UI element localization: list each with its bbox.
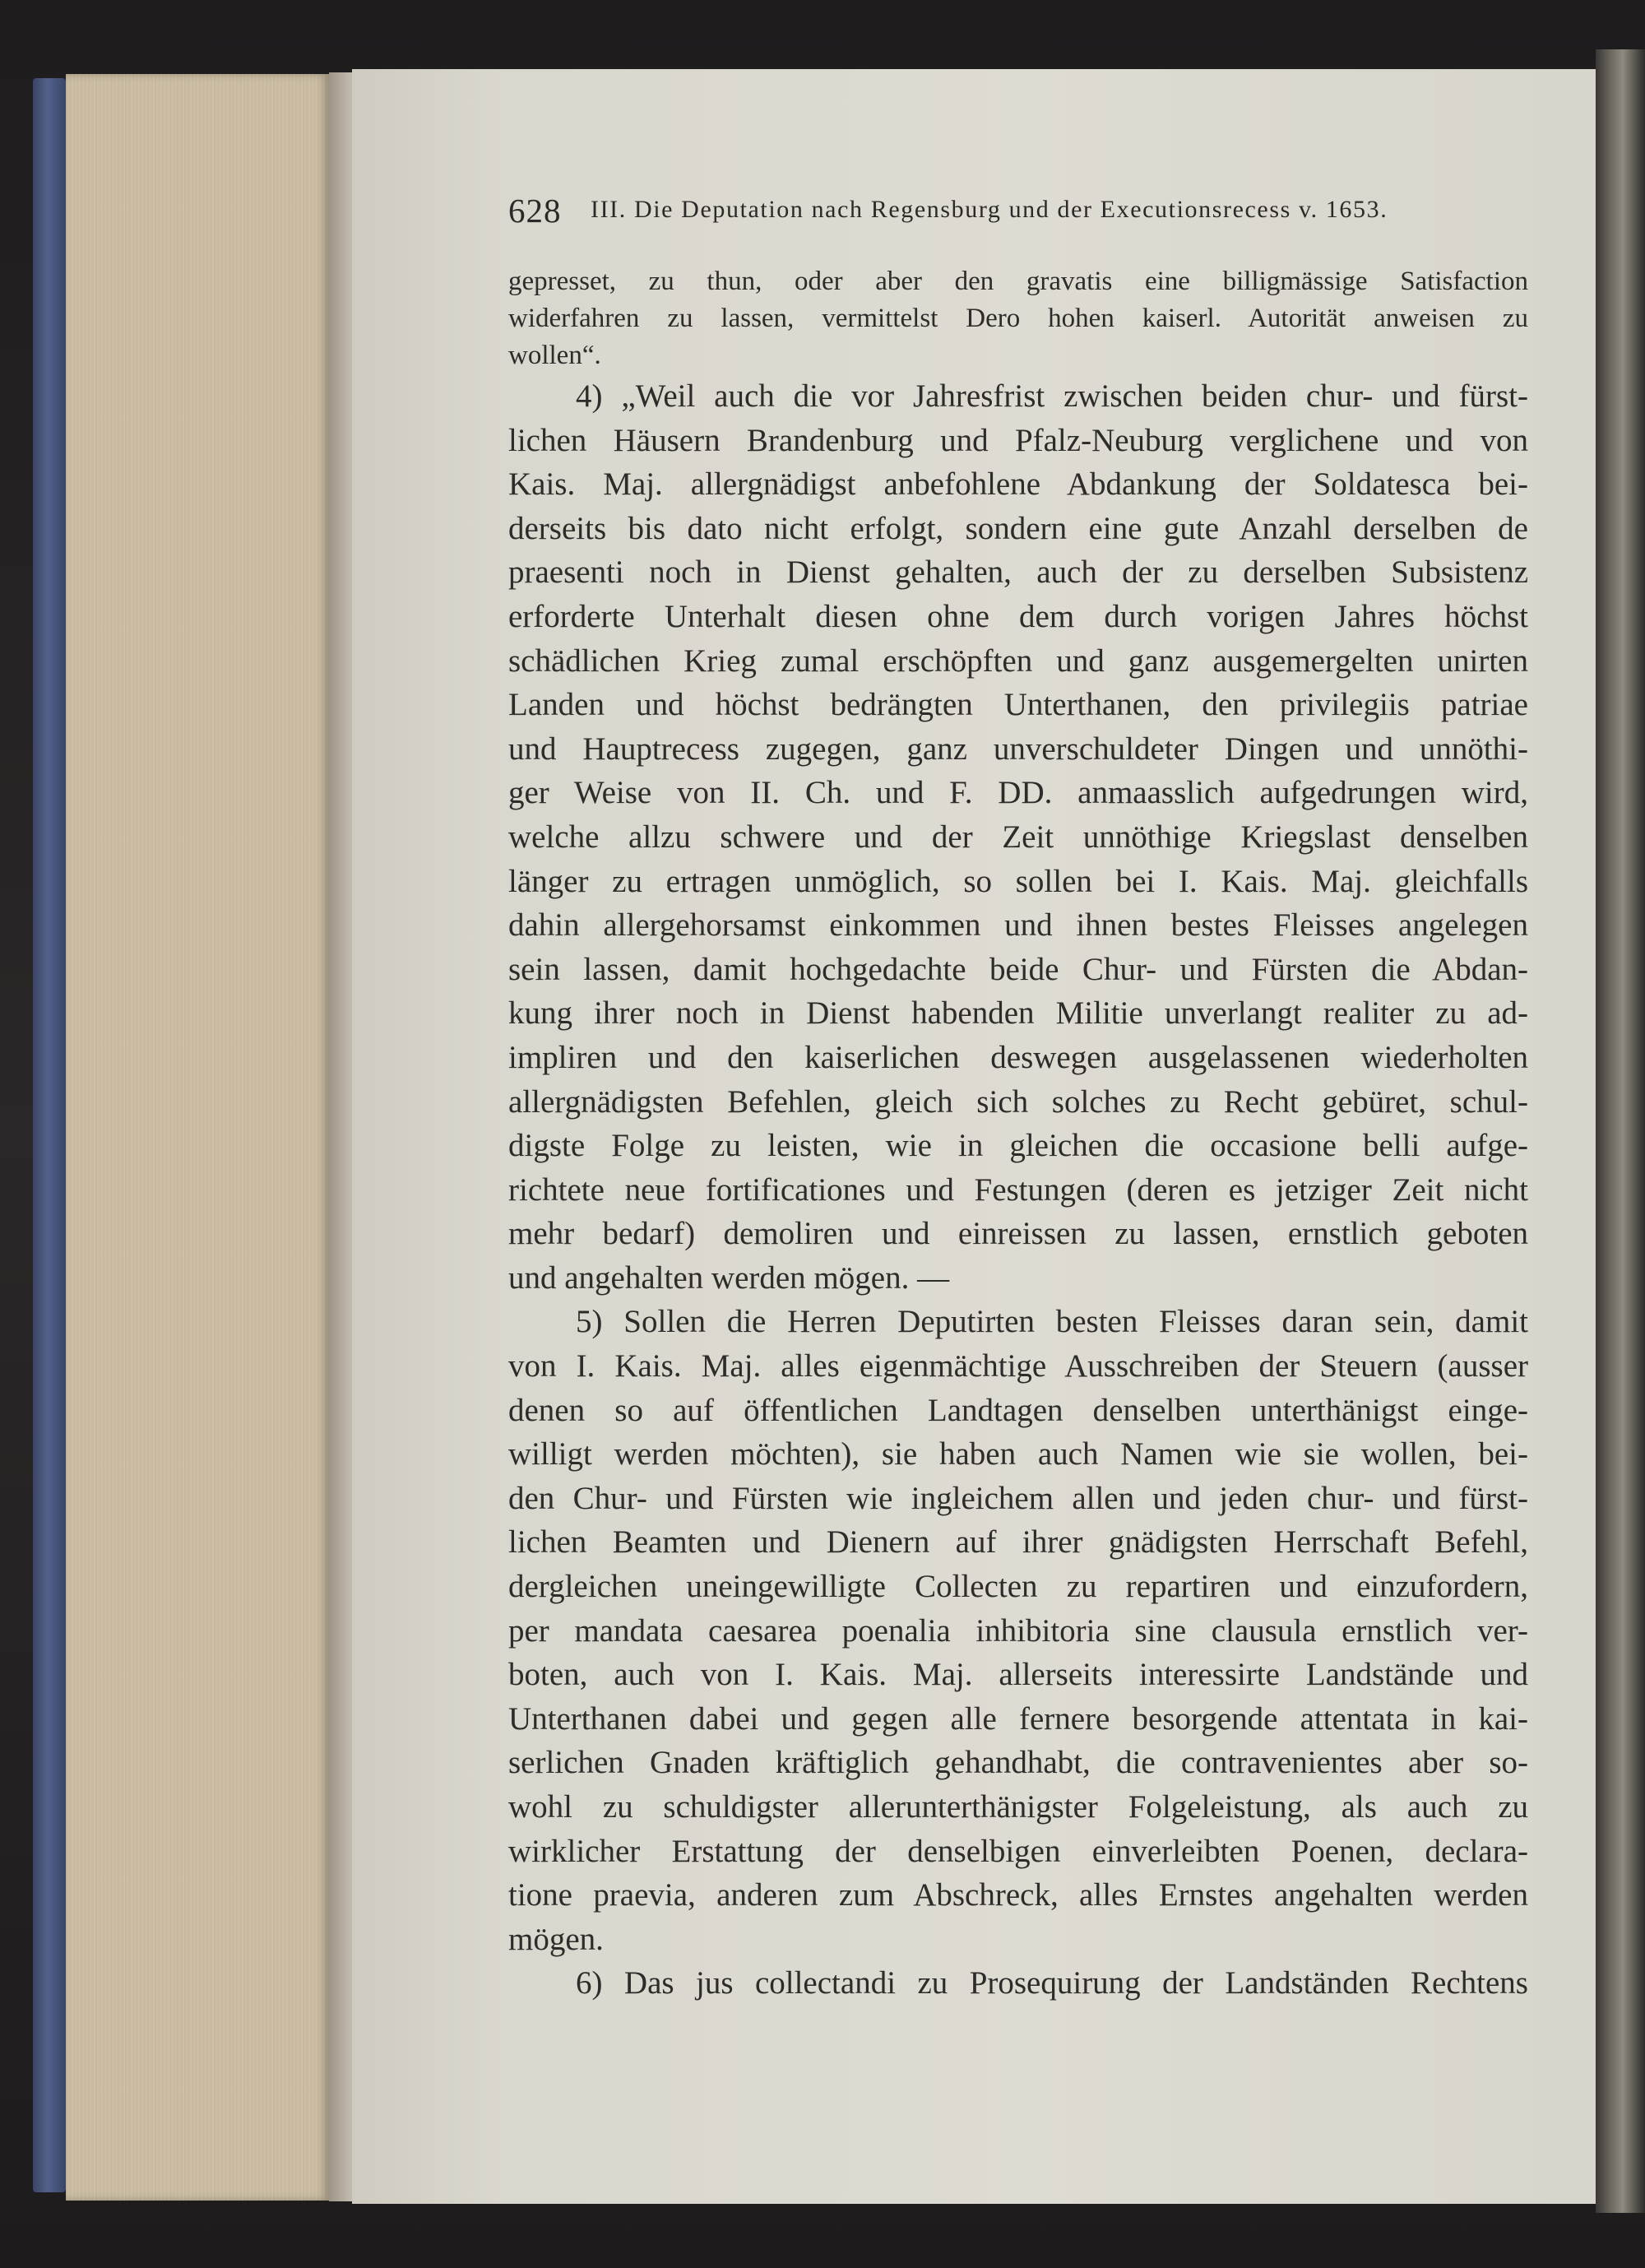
paragraph-start: 5) Sollen die Herren Deputirten besten Fleisses daran sein, damit — [576, 1304, 1528, 1340]
text-line: Kais. Maj. allergnädigst anbefohlene Abdankung der Soldatesca bei- — [508, 466, 1528, 503]
text-line: Landen und höchst bedrängten Unterthanen, den privilegiis patriae — [508, 687, 1528, 723]
text-line: denen so auf öffentlichen Landtagen denselben unterthänigst einge- — [508, 1392, 1528, 1428]
paragraph-start: 6) Das jus collectandi zu Prosequirung der Landständen Rechtens — [576, 1965, 1528, 2001]
text-line: schädlichen Krieg zumal erschöpften und ganz ausgemergelten unirten — [508, 642, 1528, 679]
text-line: dergleichen uneingewilligte Collecten zu repartiren und einzufordern, — [508, 1569, 1528, 1605]
text-line: erforderte Unterhalt diesen ohne dem durch vorigen Jahres höchst — [508, 598, 1528, 634]
text-line: widerfahren zu lassen, vermittelst Dero hohen kaiserl. Autorität anweisen zu — [508, 304, 1528, 333]
text-line: mehr bedarf) demoliren und einreissen zu lassen, ernstlich geboten — [508, 1216, 1528, 1252]
text-line: impliren und den kaiserlichen deswegen ausgelassenen wiederholten — [508, 1039, 1528, 1075]
text-line: und angehalten werden mögen. — — [508, 1259, 950, 1296]
text-line: länger zu ertragen unmöglich, so sollen bei I. Kais. Maj. gleichfalls — [508, 863, 1528, 899]
text-line: lichen Beamten und Dienern auf ihrer gnädigsten Herrschaft Befehl, — [508, 1524, 1528, 1561]
body-text — [508, 263, 1528, 2006]
text-line: Unterthanen dabei und gegen alle fernere besorgende attentata in kai- — [508, 1700, 1528, 1737]
text-line: ger Weise von II. Ch. und F. DD. anmaasslich aufgedrungen wird, — [508, 775, 1528, 811]
running-header — [508, 188, 1516, 237]
text-line: tione praevia, anderen zum Abschreck, alles Ernstes angehalten werden — [508, 1877, 1528, 1913]
page-stack — [66, 74, 329, 2201]
text-line: welche allzu schwere und der Zeit unnöthige Kriegslast denselben — [508, 819, 1528, 855]
facing-page-edge — [1596, 49, 1645, 2213]
text-line: praesenti noch in Dienst gehalten, auch der zu derselben Subsistenz — [508, 554, 1528, 591]
text-line: per mandata caesarea poenalia inhibitoria sine clausula ernstlich ver- — [508, 1612, 1528, 1649]
page-gutter — [329, 72, 352, 2201]
text-line: willigt werden möchten), sie haben auch Namen wie sie wollen, bei- — [508, 1436, 1528, 1473]
text-line: den Chur- und Fürsten wie ingleichem allen und jeden chur- und fürst- — [508, 1480, 1528, 1516]
text-line: richtete neue fortificationes und Festungen (deren es jetziger Zeit nicht — [508, 1171, 1528, 1208]
text-line: von I. Kais. Maj. alles eigenmächtige Ausschreiben der Steuern (ausser — [508, 1348, 1528, 1384]
text-line: allergnädigsten Befehlen, gleich sich solches zu Recht gebüret, schul- — [508, 1083, 1528, 1120]
text-line: wollen“. — [508, 341, 601, 370]
text-line: sein lassen, damit hochgedachte beide Chur- und Fürsten die Abdan- — [508, 951, 1528, 987]
text-line: digste Folge zu leisten, wie in gleichen die occasione belli aufge- — [508, 1128, 1528, 1164]
text-line: wirklicher Erstattung der denselbigen einverleibten Poenen, declara- — [508, 1833, 1528, 1869]
paragraph-start: 4) „Weil auch die vor Jahresfrist zwischen beiden chur- und fürst- — [576, 378, 1528, 414]
text-line: dahin allergehorsamst einkommen und ihnen bestes Fleisses angelegen — [508, 907, 1528, 944]
text-line: serlichen Gnaden kräftiglich gehandhabt, die contravenientes aber so- — [508, 1745, 1528, 1781]
text-line: wohl zu schuldigster allerunterthänigster Folgeleistung, als auch zu — [508, 1789, 1528, 1825]
text-line: und Hauptrecess zugegen, ganz unverschuldeter Dingen und unnöthi- — [508, 730, 1528, 767]
text-line: kung ihrer noch in Dienst habenden Militie unverlangt realiter zu ad- — [508, 995, 1528, 1032]
text-line: boten, auch von I. Kais. Maj. allerseits interessirte Landstände und — [508, 1657, 1528, 1693]
text-line: gepresset, zu thun, oder aber den gravatis eine billigmässige Satisfaction — [508, 267, 1528, 296]
page-number: 628 — [508, 192, 562, 230]
text-line: derseits bis dato nicht erfolgt, sondern eine gute Anzahl derselben de — [508, 510, 1528, 546]
running-title: III. Die Deputation nach Regensburg und der Executionsrecess v. 1653. — [591, 196, 1388, 223]
book-cover-edge — [33, 78, 66, 2192]
text-line: mögen. — [508, 1921, 604, 1957]
text-line: lichen Häusern Brandenburg und Pfalz-Neuburg verglichene und von — [508, 422, 1528, 458]
